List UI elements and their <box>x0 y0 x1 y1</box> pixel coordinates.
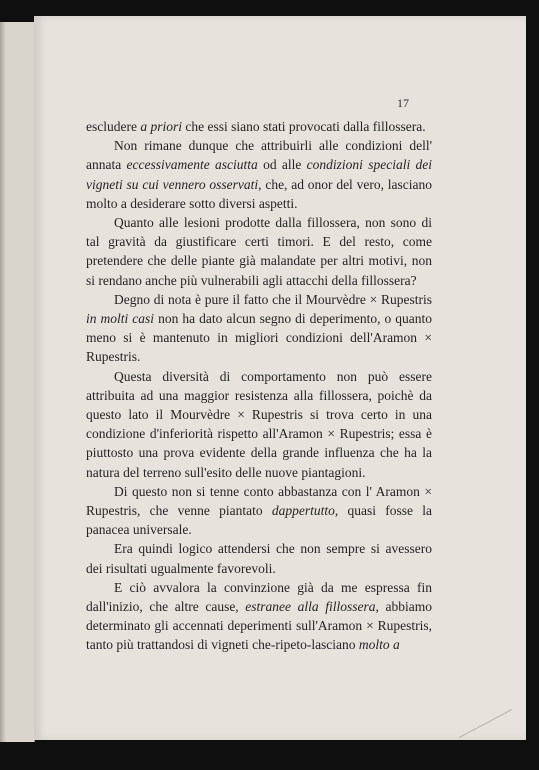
facing-page-shadow <box>0 22 6 742</box>
body-text <box>86 117 432 655</box>
italic-text: condizioni speciali dei vigneti su cui vennero osservati <box>86 157 432 192</box>
text-run: Di questo non si tenne conto abbastanza con l' Aramon × Rupestris, che venne piantato <box>86 483 432 519</box>
text-run: Non rimane dunque che attribuirli alle condizioni dell' annata <box>86 138 432 173</box>
italic-text: molto a <box>358 637 400 653</box>
text-run: , quasi fosse la panacea universale. <box>86 503 432 538</box>
italic-text: a priori <box>140 119 182 134</box>
text-run: , abbiamo determinato gli accennati deperimenti sull'Aramon × Rupestris, tanto più trattandosi di vigneti che-ripeto-lasciano <box>86 599 432 653</box>
paragraph <box>86 539 432 577</box>
paragraph <box>86 213 432 290</box>
text-run: Quanto alle lesioni prodotte dalla fillossera, non sono di tal gravità da giustificare certi timori. E del resto, come pretendere che delle piante già malandate per altri motivi, non si rendano anche più vulnerabili agli attacchi della fillossera? <box>86 215 432 288</box>
paragraph <box>86 290 432 367</box>
text-run: Degno di nota è pure il fatto che il Mourvèdre × Rupestris <box>114 291 432 307</box>
text-run: che essi siano stati provocati dalla fillossera. <box>181 119 426 134</box>
paragraph <box>86 578 432 655</box>
paragraph <box>86 136 432 213</box>
text-run: non ha dato alcun segno di deperimento, o quanto meno si è mantenuto in migliori condizioni dell'Aramon × Rupestris. <box>86 311 433 365</box>
italic-text: in molti casi <box>86 311 155 327</box>
text-run: Questa diversità di comportamento non può essere attribuita ad una maggior resistenza alla fillossera, poichè da questo lato il Mourvèdre × Rupestris si trova certo in una condizione d'inferiorità rispetto all'Aramon × Rupestris; essa è piuttosto una prova evidente della grande influenza che ha la natura del terreno sull'esito delle nuove piantagioni. <box>86 368 432 480</box>
text-run: Era quindi logico attendersi che non sempre si avessero dei risultati ugualmente favorevoli. <box>86 541 432 576</box>
italic-text: estranee alla fillossera <box>245 599 376 615</box>
paragraph <box>86 482 432 540</box>
italic-text: dappertutto <box>271 503 335 519</box>
text-run: , che, ad onor del vero, lasciano molto a desiderare sotto diversi aspetti. <box>86 176 432 211</box>
italic-text: eccessivamente asciutta <box>126 157 258 173</box>
paragraph <box>86 367 432 482</box>
text-run: E ciò avvalora la convinzione già da me espressa fin dall'inizio, che altre cause, <box>86 579 432 615</box>
text-run: escludere <box>86 119 141 134</box>
page-corner-curl <box>458 707 512 738</box>
paragraph <box>86 117 432 136</box>
page-number: 17 <box>397 96 409 110</box>
text-run: od alle <box>257 157 307 173</box>
